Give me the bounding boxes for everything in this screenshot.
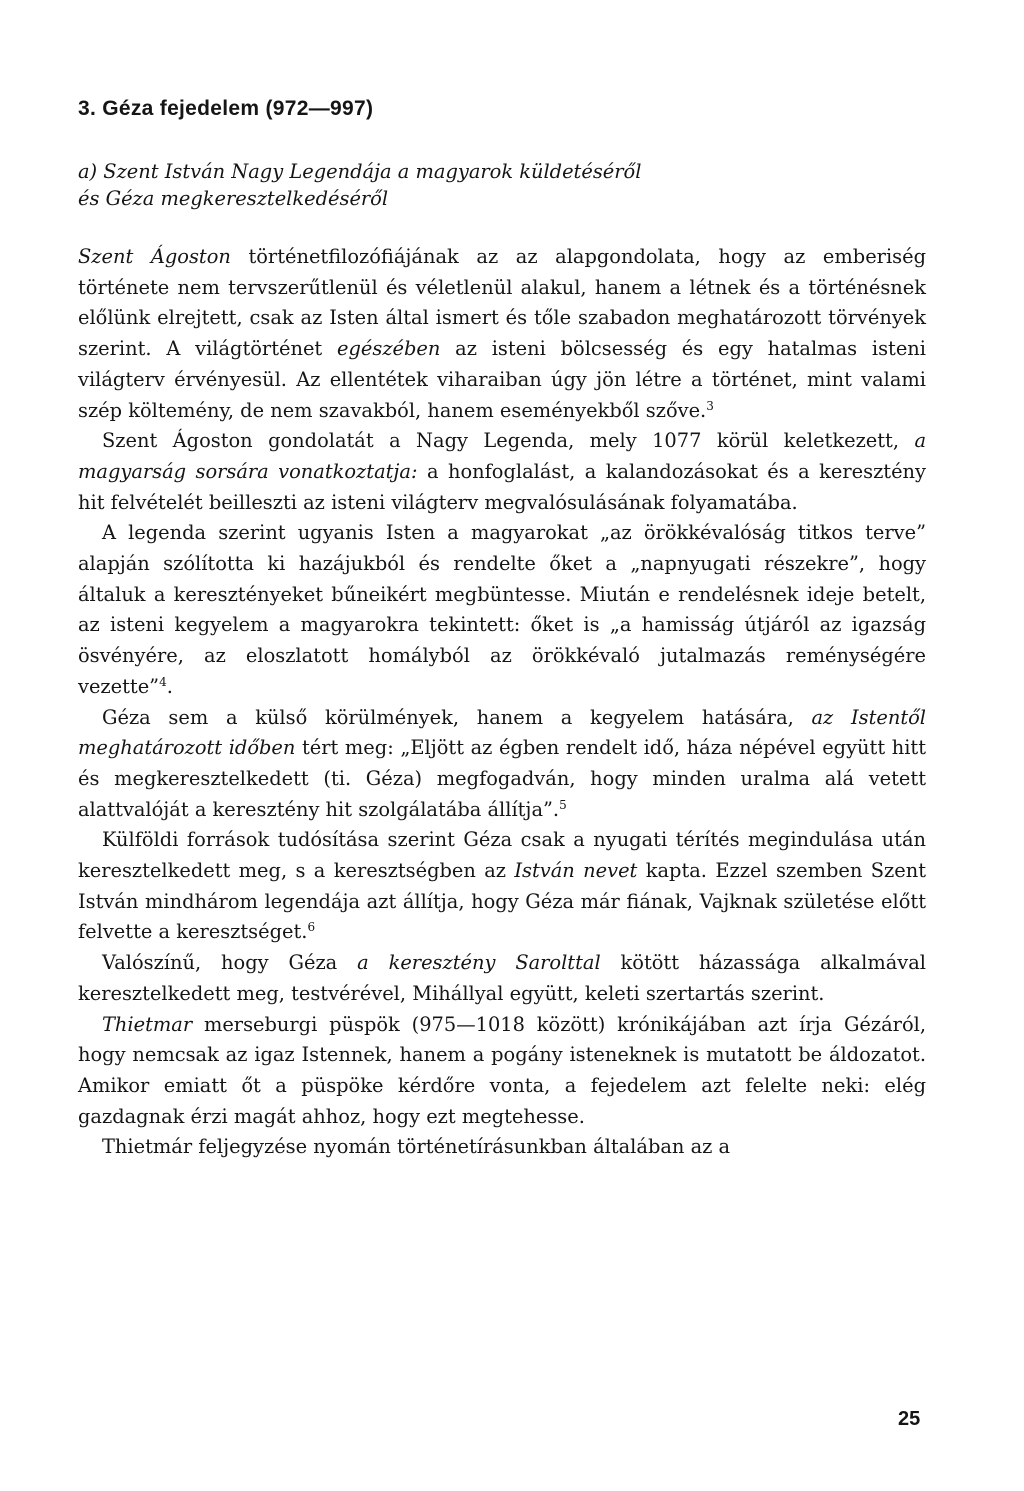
- paragraph-2: [78, 426, 926, 518]
- text: Thietmár feljegyzése nyomán történetírásunkban általában az a: [102, 1135, 731, 1159]
- footnote-ref: 6: [307, 920, 316, 935]
- paragraph-4: [78, 703, 926, 826]
- page-body: [78, 94, 926, 1163]
- text: kötött házassága alkalmával keresztelkedett meg, testvérével, Mihállyal együtt, keleti szertartás szerint.: [78, 951, 927, 1005]
- text: Szent Ágoston gondolatát a Nagy Legenda, mely 1077 körül keletkezett,: [102, 429, 915, 453]
- text: Külföldi források tudósítása szerint Géza csak a nyugati térítés megindulása után keresztelkedett meg, s a keresztségben az: [78, 828, 926, 883]
- paragraph-8: [78, 1132, 926, 1163]
- text: Géza sem a külső körülmények, hanem a kegyelem hatására,: [102, 705, 812, 729]
- subsection-heading-line-1: a) Szent István Nagy Legendája a magyarok küldetéséről: [78, 160, 642, 183]
- paragraph-3: [78, 518, 926, 702]
- emphasis: István nevet: [514, 859, 638, 883]
- text: Valószínű, hogy Géza: [102, 951, 358, 975]
- footnote-ref: 3: [706, 398, 714, 413]
- paragraph-5: [78, 825, 926, 948]
- text: a honfoglalást, a kalandozásokat és a keresztény hit felvételét beilleszti az isteni világterv megvalósulásának folyamatába.: [78, 459, 926, 514]
- paragraph-7: [78, 1010, 926, 1133]
- text: A legenda szerint ugyanis Isten a magyarokat „az örökkévalóság titkos terve” alapján szólította ki hazájukból és rendelte őket a „napnyugati részekre”, hogy általuk a keresztényeket bűneikért megbüntesse. Miután e rendelésnek ideje betelt, az isteni kegyelem a magyarokra tekintett: őket is „a hamisság útjáról az igazság ösvényére, az eloszlatott homályból az örökkévaló jutalmazás reménységére vezette”: [78, 521, 926, 698]
- footnote-ref: 4: [159, 674, 167, 689]
- emphasis: a keresztény Sarolttal: [357, 951, 601, 975]
- text: az isteni bölcsesség és egy hatalmas isteni világterv érvényesül. Az ellentétek viharaiban úgy jön létre a történet, mint valami szép költemény, de nem szavakból, hanem eseményekből szőve.: [78, 337, 926, 422]
- text: .: [166, 674, 173, 698]
- text: történetfilozófiájának az az alapgondolata, hogy az emberiség története nem tervszerűtlenül és véletlenül alakul, hanem a létnek és a történésnek előlünk elrejtett, csak az Isten által ismert és tőle szabadon meghatározott törvények szerint. A világtörténet: [78, 245, 926, 361]
- paragraph-1: [78, 242, 926, 426]
- text: tért meg: „Eljött az égben rendelt idő, háza népével együtt hitt és megkeresztelkedett (ti. Géza) megfogadván, hogy minden uralma alá vetett alattvalóját a keresztény hit szolgálatába állítja”.: [78, 736, 926, 821]
- text: kapta. Ezzel szemben Szent István mindhárom legendája azt állítja, hogy Géza már fiának, Vajknak születése előtt felvette a keresztséget.: [78, 859, 926, 944]
- footnote-ref: 5: [559, 797, 567, 812]
- emphasis: Thietmar: [102, 1012, 193, 1036]
- subsection-heading-line-2: és Géza megkeresztelkedéséről: [78, 187, 389, 210]
- emphasis: a magyarság sorsára vonatkoztatja:: [78, 429, 926, 483]
- paragraph-6: [78, 948, 926, 1009]
- emphasis: egészében: [337, 337, 441, 361]
- emphasis: az Istentől meghatározott időben: [78, 705, 926, 760]
- emphasis: Szent Ágoston: [78, 245, 231, 268]
- subsection-heading: [78, 158, 926, 212]
- text: merseburgi püspök (975—1018 között) krónikájában azt írja Gézáról, hogy nemcsak az igaz Istennek, hanem a pogány isteneknek is mutatott be áldozatot. Amikor emiatt őt a püspöke kérdőre vonta, a fejedelem azt felelte neki: elég gazdagnak érzi magát ahhoz, hogy ezt megtehesse.: [78, 1012, 926, 1128]
- section-heading: 3. Géza fejedelem (972—997): [78, 97, 374, 120]
- page-number: 25: [898, 1408, 921, 1430]
